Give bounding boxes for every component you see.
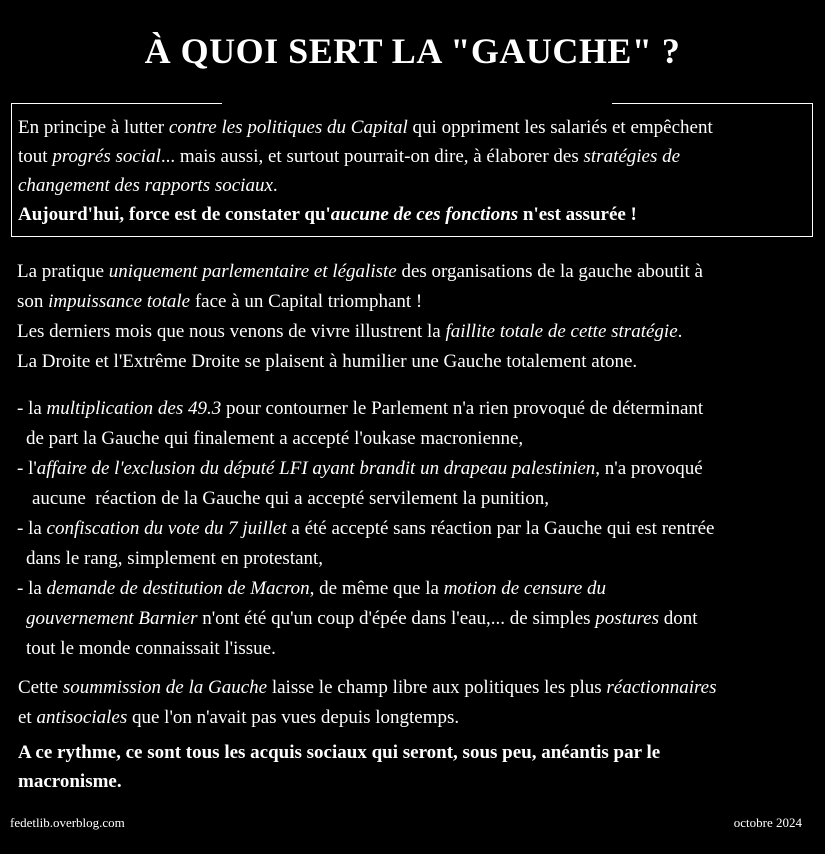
examples-list bbox=[17, 394, 817, 664]
source-url: fedetlib.overblog.com bbox=[10, 815, 125, 830]
paragraph-submission: Cette soummission de la Gauche laisse le champ libre aux politiques les plus réactionnaires et antisociales que l'on n'avait pas vues depuis longtemps. bbox=[18, 677, 717, 728]
intro-text: En principe à lutter contre les politiques du Capital qui oppriment les salariés et empêchent tout progrés social... mais aussi, et surtout pourrait-on dire, à élaborer des stratégies de changement des rapports sociaux. Aujourd'hui, force est de constater qu'aucune de ces fonctions n'est assurée ! bbox=[18, 117, 713, 225]
list-item: - l'affaire de l'exclusion du député LFI ayant brandit un drapeau palestinien, n'a provoqué aucune réaction de la Gauche qui a accepté servilement la punition, bbox=[17, 458, 703, 509]
box-border-gap bbox=[222, 102, 612, 106]
list-item: - la confiscation du vote du 7 juillet a été accepté sans réaction par la Gauche qui est rentrée dans le rang, simplement en protestant, bbox=[17, 518, 715, 569]
paragraph-strategy: La pratique uniquement parlementaire et légaliste des organisations de la gauche aboutit à son impuissance totale face à un Capital triomphant ! Les derniers mois que nous venons de vivre illustrent la faillite totale de cette stratégie. La Droite et l'Extrême Droite se plaisent à humilier une Gauche totalement atone. bbox=[17, 261, 703, 372]
conclusion: A ce rythme, ce sont tous les acquis sociaux qui seront, sous peu, anéantis par le macronisme. bbox=[18, 742, 661, 792]
publication-date: octobre 2024 bbox=[733, 815, 802, 830]
page-title: À QUOI SERT LA "GAUCHE" ? bbox=[144, 31, 681, 71]
intro-box bbox=[11, 103, 813, 237]
list-item: - la demande de destitution de Macron, de même que la motion de censure du gouvernement Barnier n'ont été qu'un coup d'épée dans l'eau,... de simples postures dont tout le monde connaissait l'issue. bbox=[17, 578, 698, 659]
list-item: - la multiplication des 49.3 pour contourner le Parlement n'a rien provoqué de déterminant de part la Gauche qui finalement a accepté l'oukase macronienne, bbox=[17, 398, 704, 449]
